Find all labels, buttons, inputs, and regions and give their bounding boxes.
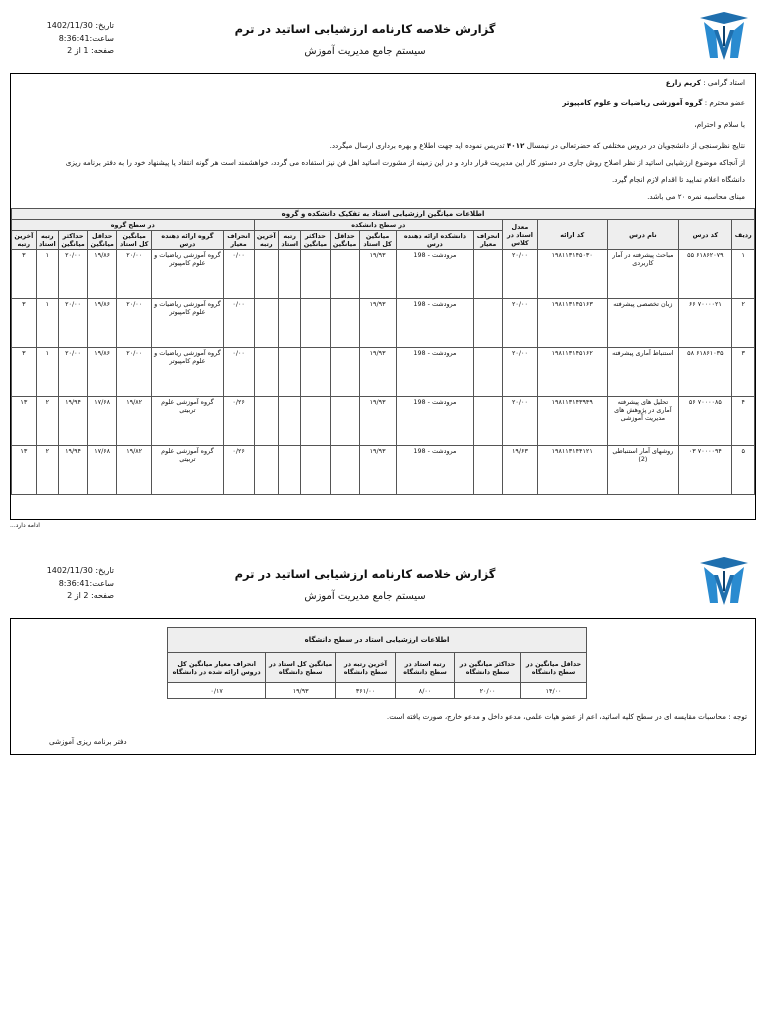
cell-max-avg — [301, 348, 330, 397]
col-g-avg-all: میانگین کل استاد — [117, 231, 152, 250]
report-subtitle: سیستم جامع مدیریت آموزش — [304, 46, 426, 57]
cell-last-rank — [254, 348, 279, 397]
table-title: اطلاعات میانگین ارزشیابی استاد به تفکیک دانشکده و گروه — [12, 209, 755, 220]
cell-rank — [279, 446, 301, 495]
cell-last-rank — [254, 446, 279, 495]
cell-class-avg: ۲۰/۰۰ — [503, 348, 538, 397]
cell-min-avg — [330, 348, 359, 397]
col-avg-all: میانگین کل استاد — [359, 231, 396, 250]
col-min-avg: حداقل میانگین — [330, 231, 359, 250]
cell-last-rank — [254, 299, 279, 348]
date-value: 1402/11/30 — [46, 21, 93, 30]
table-row — [12, 299, 755, 348]
cell-rank — [279, 299, 301, 348]
university-logo-icon — [696, 10, 752, 66]
cell-g-min: ۱۷/۶۸ — [88, 397, 117, 446]
cell-offer-code: ۱۹۸۱۱۳۱۴۴۱۲۱ — [537, 446, 607, 495]
intro-text-b: تدریس نموده اید جهت اطلاع و بهره برداری ارسال میگردد. — [329, 141, 505, 150]
cell-g-group: گروه آموزشی علوم تربیتی — [152, 397, 224, 446]
col-min-uni: حداقل میانگین در سطح دانشگاه — [521, 653, 587, 683]
col-dev-uni: انحراف معیار میانگین کل دروس ارائه شده در دانشگاه — [168, 653, 266, 683]
page-header — [0, 545, 768, 615]
col-faculty: دانشکده ارائه دهنده درس — [396, 231, 474, 250]
col-rank: رتبه استاد — [279, 231, 301, 250]
teacher-average-table — [11, 208, 755, 495]
cell-max-uni: ۲۰/۰۰ — [455, 683, 521, 699]
time-value: 8:36:41 — [58, 33, 90, 43]
cell-last-rank — [254, 397, 279, 446]
cell-g-rank: ۱ — [36, 250, 58, 299]
cell-dev — [474, 299, 503, 348]
cell-avg-all: ۱۹/۹۳ — [359, 348, 396, 397]
page-2 — [0, 545, 768, 746]
cell-class-avg: ۲۰/۰۰ — [503, 299, 538, 348]
date-label: تاریخ: — [95, 566, 114, 575]
cell-row: ۵ — [732, 446, 755, 495]
cell-g-avg: ۲۰/۰۰ — [117, 250, 152, 299]
cell-g-min: ۱۷/۶۸ — [88, 446, 117, 495]
cell-g-dev: ۰/۰۰ — [223, 299, 254, 348]
table-row — [12, 446, 755, 495]
cell-dev — [474, 348, 503, 397]
semester-code: ۴۰۱۲ — [506, 141, 525, 150]
report-subtitle: سیستم جامع مدیریت آموزش — [304, 591, 426, 602]
table-row — [12, 348, 755, 397]
cell-max-avg — [301, 250, 330, 299]
cell-g-avg: ۲۰/۰۰ — [117, 348, 152, 397]
report-meta — [34, 565, 114, 603]
col-row: ردیف — [732, 220, 755, 250]
cell-avg-uni: ۱۹/۹۳ — [266, 683, 336, 699]
time-label: ساعت: — [89, 578, 114, 588]
cell-row: ۴ — [732, 397, 755, 446]
page-number: صفحه: 2 از 2 — [67, 591, 114, 600]
intro-line-4: مبنای محاسبه نمره ۲۰ می باشد. — [647, 192, 745, 201]
cell-g-avg: ۱۹/۸۲ — [117, 446, 152, 495]
page-header — [0, 0, 768, 70]
col-g-dev: انحراف معیار — [223, 231, 254, 250]
cell-class-avg: ۱۹/۶۳ — [503, 446, 538, 495]
cell-max-avg — [301, 397, 330, 446]
cell-rank — [279, 397, 301, 446]
university-logo-icon — [696, 555, 752, 611]
cell-min-avg — [330, 446, 359, 495]
teacher-label: استاد گرامی : — [703, 78, 745, 87]
cell-dev-uni: ۰/۱۷ — [168, 683, 266, 699]
cell-g-last: ۳ — [12, 250, 37, 299]
col-g-max-avg: حداکثر میانگین — [58, 231, 87, 250]
cell-last-rank-uni: ۳۶۱/۰۰ — [336, 683, 396, 699]
teacher-name: کریم زارع — [665, 78, 701, 87]
cell-avg-all: ۱۹/۹۳ — [359, 446, 396, 495]
report-meta — [34, 20, 114, 58]
intro-text-a: نتایج نظرسنجی از دانشجویان در دروس مختلفی که حضرتعالی در نیمسال — [526, 141, 745, 150]
cell-class-avg: ۲۰/۰۰ — [503, 250, 538, 299]
cell-row: ۱ — [732, 250, 755, 299]
cell-min-avg — [330, 397, 359, 446]
cell-dev — [474, 397, 503, 446]
cell-course-code: ۷۰۰۰۰۹۴ ۰۳ — [679, 446, 732, 495]
cell-min-avg — [330, 250, 359, 299]
cell-rank-uni: ۸/۰۰ — [396, 683, 455, 699]
cell-row: ۲ — [732, 299, 755, 348]
cell-g-dev: ۰/۲۶ — [223, 446, 254, 495]
cell-faculty: مرودشت - 198 — [396, 348, 474, 397]
intro-line-2: از آنجاکه موضوع ارزشیابی اساتید از نظر اصلاح روش جاری در دستور کار این مدیریت قرار دارد و در این زمینه از مشورت اساتید اهل فن نیز استفاده می گردد، خواهشمند است هر گونه انتقاد یا پیشنهاد خود را به دفتر برنامه ریزی — [65, 158, 745, 167]
cell-g-dev: ۰/۰۰ — [223, 348, 254, 397]
cell-max-avg — [301, 299, 330, 348]
cell-dev — [474, 250, 503, 299]
cell-g-last: ۳ — [12, 348, 37, 397]
cell-g-rank: ۱ — [36, 299, 58, 348]
cell-g-group: گروه آموزشی علوم تربیتی — [152, 446, 224, 495]
cell-g-rank: ۱ — [36, 348, 58, 397]
report-body — [10, 73, 756, 520]
cell-avg-all: ۱۹/۹۳ — [359, 299, 396, 348]
report-body — [10, 618, 756, 755]
cell-class-avg: ۲۰/۰۰ — [503, 397, 538, 446]
cell-dev — [474, 446, 503, 495]
col-course-name: نام درس — [607, 220, 679, 250]
cell-course-code: ۷۰۰۰۰۲۱ ۶۶ — [679, 299, 732, 348]
cell-rank — [279, 250, 301, 299]
cell-course-code: ۷۰۰۰۰۸۵ ۵۶ — [679, 397, 732, 446]
cell-g-max: ۲۰/۰۰ — [58, 348, 87, 397]
col-avg-uni: میانگین کل استاد در سطح دانشگاه — [266, 653, 336, 683]
cell-g-avg: ۱۹/۸۲ — [117, 397, 152, 446]
table-row — [12, 250, 755, 299]
cell-faculty: مرودشت - 198 — [396, 250, 474, 299]
cell-faculty: مرودشت - 198 — [396, 397, 474, 446]
col-g-rank: رتبه استاد — [36, 231, 58, 250]
university-level-table — [167, 627, 587, 699]
group-faculty-level: در سطح دانشکده — [254, 220, 503, 231]
cell-g-rank: ۲ — [36, 397, 58, 446]
col-class-avg: معدل استاد در کلاس — [503, 220, 538, 250]
member-line — [562, 98, 745, 107]
cell-g-rank: ۲ — [36, 446, 58, 495]
col-course-code: کد درس — [679, 220, 732, 250]
cell-faculty: مرودشت - 198 — [396, 446, 474, 495]
group-group-level: در سطح گروه — [12, 220, 255, 231]
cell-g-group: گروه آموزشی ریاضیات و علوم کامپیوتر — [152, 299, 224, 348]
cell-faculty: مرودشت - 198 — [396, 299, 474, 348]
cell-course-code: ۶۱۸۶۲۰۷۹ ۵۵ — [679, 250, 732, 299]
col-g-group: گروه ارائه دهنده درس — [152, 231, 224, 250]
cell-offer-code: ۱۹۸۱۱۳۱۴۵۰۳۰ — [537, 250, 607, 299]
cell-g-dev: ۰/۰۰ — [223, 250, 254, 299]
cell-course-name: استنباط آماری پیشرفته — [607, 348, 679, 397]
cell-last-rank — [254, 250, 279, 299]
greeting: با سلام و احترام، — [694, 120, 745, 129]
col-max-avg: حداکثر میانگین — [301, 231, 330, 250]
teacher-line — [666, 78, 745, 87]
col-g-last-rank: آخرین رتبه — [12, 231, 37, 250]
cell-g-max: ۱۹/۹۴ — [58, 397, 87, 446]
cell-offer-code: ۱۹۸۱۱۳۱۴۵۱۶۲ — [537, 348, 607, 397]
report-title: گزارش خلاصه کارنامه ارزشیابی اساتید در ترم — [234, 22, 496, 36]
report-title: گزارش خلاصه کارنامه ارزشیابی اساتید در ترم — [234, 567, 496, 581]
date-label: تاریخ: — [95, 21, 114, 30]
cell-g-max: ۲۰/۰۰ — [58, 299, 87, 348]
cell-offer-code: ۱۹۸۱۱۳۱۴۳۹۴۹ — [537, 397, 607, 446]
cell-g-min: ۱۹/۸۶ — [88, 299, 117, 348]
cell-min-uni: ۱۴/۰۰ — [521, 683, 587, 699]
col-max-uni: حداکثر میانگین در سطح دانشگاه — [455, 653, 521, 683]
comparison-note: توجه : محاسبات مقایسه ای در سطح کلیه اساتید، اعم از عضو هیات علمی، مدعو داخل و مدعو خارج، صورت یافته است. — [386, 712, 747, 721]
signature: دفتر برنامه ریزی آموزشی — [49, 737, 127, 746]
cell-min-avg — [330, 299, 359, 348]
cell-course-name: تحلیل های پیشرفته آماری در پژوهش های مدیریت آموزشی — [607, 397, 679, 446]
cell-course-name: زبان تخصصی پیشرفته — [607, 299, 679, 348]
page-number: صفحه: 1 از 2 — [67, 46, 114, 55]
member-label: عضو محترم : — [704, 98, 745, 107]
cell-g-last: ۱۳ — [12, 446, 37, 495]
table-title: اطلاعات ارزشیابی استاد در سطح دانشگاه — [168, 628, 587, 653]
cell-g-last: ۳ — [12, 299, 37, 348]
cell-avg-all: ۱۹/۹۳ — [359, 250, 396, 299]
cell-g-dev: ۰/۲۶ — [223, 397, 254, 446]
continued-note: ادامه دارد... — [10, 522, 40, 529]
intro-line-3: دانشگاه اعلام نمایید تا اقدام لازم انجام گیرد. — [611, 175, 745, 184]
cell-course-name: روشهای آمار استنباطی (2) — [607, 446, 679, 495]
cell-g-min: ۱۹/۸۶ — [88, 348, 117, 397]
cell-row: ۳ — [732, 348, 755, 397]
cell-g-group: گروه آموزشی ریاضیات و علوم کامپیوتر — [152, 348, 224, 397]
col-offer-code: کد ارائه — [537, 220, 607, 250]
cell-rank — [279, 348, 301, 397]
cell-g-max: ۱۹/۹۴ — [58, 446, 87, 495]
col-rank-uni: رتبه استاد در سطح دانشگاه — [396, 653, 455, 683]
cell-max-avg — [301, 446, 330, 495]
cell-offer-code: ۱۹۸۱۱۳۱۴۵۱۶۳ — [537, 299, 607, 348]
cell-g-group: گروه آموزشی ریاضیات و علوم کامپیوتر — [152, 250, 224, 299]
table-row — [168, 683, 587, 699]
cell-course-name: مباحث پیشرفته در آمار کاربردی — [607, 250, 679, 299]
member-value: گروه آموزشی ریاضیات و علوم کامپیوتر — [562, 98, 703, 107]
cell-g-last: ۱۳ — [12, 397, 37, 446]
intro-line-1 — [330, 141, 745, 150]
cell-course-code: ۶۱۸۶۱۰۳۵ ۵۸ — [679, 348, 732, 397]
table-row — [12, 397, 755, 446]
date-value: 1402/11/30 — [46, 566, 93, 575]
cell-avg-all: ۱۹/۹۳ — [359, 397, 396, 446]
col-last-rank-uni: آخرین رتبه در سطح دانشگاه — [336, 653, 396, 683]
time-label: ساعت: — [89, 33, 114, 43]
col-dev: انحراف معیار — [474, 231, 503, 250]
cell-g-avg: ۲۰/۰۰ — [117, 299, 152, 348]
col-last-rank: آخرین رتبه — [254, 231, 279, 250]
col-g-min-avg: حداقل میانگین — [88, 231, 117, 250]
time-value: 8:36:41 — [58, 578, 90, 588]
cell-g-min: ۱۹/۸۶ — [88, 250, 117, 299]
cell-g-max: ۲۰/۰۰ — [58, 250, 87, 299]
